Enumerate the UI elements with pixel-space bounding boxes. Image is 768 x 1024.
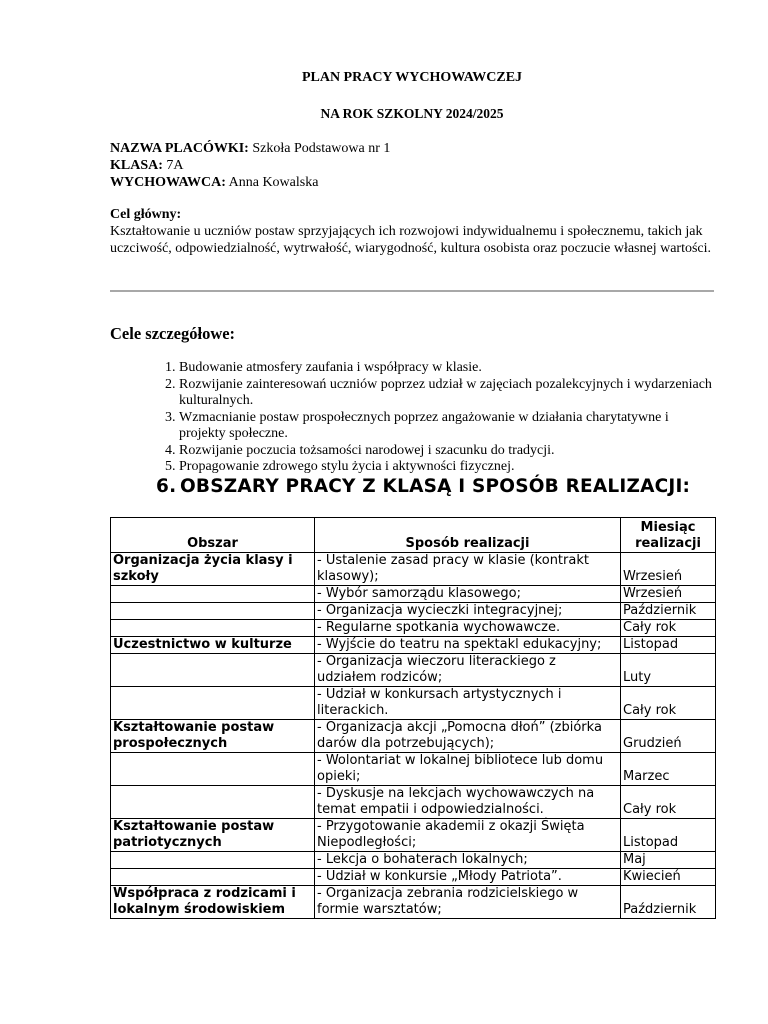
month-cell: Maj — [621, 852, 716, 869]
table-row — [111, 720, 716, 753]
area-cell — [111, 869, 315, 886]
table-row — [111, 586, 716, 603]
area-cell: Współpraca z rodzicami i lokalnym środowiskiem — [111, 886, 315, 919]
detailed-goal-item: 3. Wzmacnianie postaw prospołecznych poprzez angażowanie w działania charytatywne i projekty społeczne. — [179, 410, 714, 443]
way-cell: - Organizacja wycieczki integracyjnej; — [315, 603, 621, 620]
area-cell — [111, 687, 315, 720]
month-cell: Kwiecień — [621, 869, 716, 886]
month-cell: Listopad — [621, 819, 716, 852]
table-row — [111, 654, 716, 687]
way-cell: - Dyskusje na lekcjach wychowawczych na temat empatii i odpowiedzialności. — [315, 786, 621, 819]
table-row — [111, 852, 716, 869]
area-cell — [111, 654, 315, 687]
month-cell: Październik — [621, 603, 716, 620]
month-cell: Cały rok — [621, 620, 716, 637]
way-cell: - Lekcja o bohaterach lokalnych; — [315, 852, 621, 869]
school-label: NAZWA PLACÓWKI: — [110, 141, 249, 156]
table-row — [111, 637, 716, 654]
header-month: Miesiąc realizacji — [621, 518, 716, 553]
table-row — [111, 553, 716, 586]
areas-table — [110, 517, 716, 919]
document-subtitle: NA ROK SZKOLNY 2024/2025 — [320, 106, 504, 121]
table-row — [111, 603, 716, 620]
detailed-goals-heading: Cele szczegółowe: — [110, 324, 236, 343]
school-info — [110, 140, 390, 191]
month-cell: Wrzesień — [621, 553, 716, 586]
table-header-row — [111, 518, 716, 553]
area-cell — [111, 852, 315, 869]
table-body — [111, 553, 716, 919]
section-heading — [156, 476, 690, 497]
document-title: PLAN PRACY WYCHOWAWCZEJ — [301, 70, 523, 85]
area-cell — [111, 786, 315, 819]
section-number: 6. — [156, 476, 177, 497]
detailed-goal-item: 2. Rozwijanie zainteresowań uczniów poprzez udział w zajęciach pozalekcyjnych i wydarzeniach kulturalnych. — [179, 377, 714, 410]
way-cell: - Ustalenie zasad pracy w klasie (kontrakt klasowy); — [315, 553, 621, 586]
header-area: Obszar — [111, 518, 315, 553]
class-value: 7A — [166, 158, 184, 173]
main-goal-text: Kształtowanie u uczniów postaw sprzyjających ich rozwojowi indywidualnemu i społecznemu, takich jak uczciwość, odpowiedzialność, wytrwałość, wiarygodność, kultura osobista oraz poczucie własnej wartości. — [110, 224, 712, 256]
month-cell: Cały rok — [621, 687, 716, 720]
table-row — [111, 819, 716, 852]
main-goal-heading: Cel główny: — [110, 207, 182, 222]
month-cell: Marzec — [621, 753, 716, 786]
area-cell — [111, 586, 315, 603]
way-cell: - Udział w konkursach artystycznych i literackich. — [315, 687, 621, 720]
way-cell: - Organizacja akcji „Pomocna dłoń” (zbiórka darów dla potrzebujących); — [315, 720, 621, 753]
class-label: KLASA: — [110, 158, 163, 173]
way-cell: - Organizacja zebrania rodzicielskiego w formie warsztatów; — [315, 886, 621, 919]
month-cell: Grudzień — [621, 720, 716, 753]
class-line — [110, 157, 390, 174]
month-cell: Październik — [621, 886, 716, 919]
detailed-goal-item: 5. Propagowanie zdrowego stylu życia i aktywności fizycznej. — [179, 459, 714, 476]
area-cell — [111, 753, 315, 786]
detailed-goal-item: 1. Budowanie atmosfery zaufania i współpracy w klasie. — [179, 360, 714, 377]
header-way: Sposób realizacji — [315, 518, 621, 553]
table-row — [111, 786, 716, 819]
area-cell: Kształtowanie postaw prospołecznych — [111, 720, 315, 753]
school-line — [110, 140, 390, 157]
way-cell: - Regularne spotkania wychowawcze. — [315, 620, 621, 637]
table-row — [111, 753, 716, 786]
way-cell: - Udział w konkursie „Młody Patriota”. — [315, 869, 621, 886]
month-cell: Cały rok — [621, 786, 716, 819]
teacher-value: Anna Kowalska — [228, 175, 319, 190]
table-row — [111, 886, 716, 919]
way-cell: - Wolontariat w lokalnej bibliotece lub domu opieki; — [315, 753, 621, 786]
way-cell: - Organizacja wieczoru literackiego z udziałem rodziców; — [315, 654, 621, 687]
teacher-label: WYCHOWAWCA: — [110, 175, 226, 190]
table-row — [111, 869, 716, 886]
month-cell: Listopad — [621, 637, 716, 654]
school-value: Szkoła Podstawowa nr 1 — [252, 141, 391, 156]
month-cell: Wrzesień — [621, 586, 716, 603]
area-cell: Uczestnictwo w kulturze — [111, 637, 315, 654]
main-goal — [110, 206, 714, 257]
area-cell: Organizacja życia klasy i szkoły — [111, 553, 315, 586]
section-title: OBSZARY PRACY Z KLASĄ I SPOSÓB REALIZACJI: — [180, 476, 691, 497]
area-cell: Kształtowanie postaw patriotycznych — [111, 819, 315, 852]
area-cell — [111, 620, 315, 637]
detailed-goal-item: 4. Rozwijanie poczucia tożsamości narodowej i szacunku do tradycji. — [179, 443, 714, 460]
way-cell: - Przygotowanie akademii z okazji Święta Niepodległości; — [315, 819, 621, 852]
way-cell: - Wybór samorządu klasowego; — [315, 586, 621, 603]
teacher-line — [110, 174, 390, 191]
horizontal-divider — [110, 290, 714, 292]
way-cell: - Wyjście do teatru na spektakl edukacyjny; — [315, 637, 621, 654]
month-cell: Luty — [621, 654, 716, 687]
detailed-goals-list — [110, 360, 714, 476]
table-row — [111, 687, 716, 720]
area-cell — [111, 603, 315, 620]
table-row — [111, 620, 716, 637]
